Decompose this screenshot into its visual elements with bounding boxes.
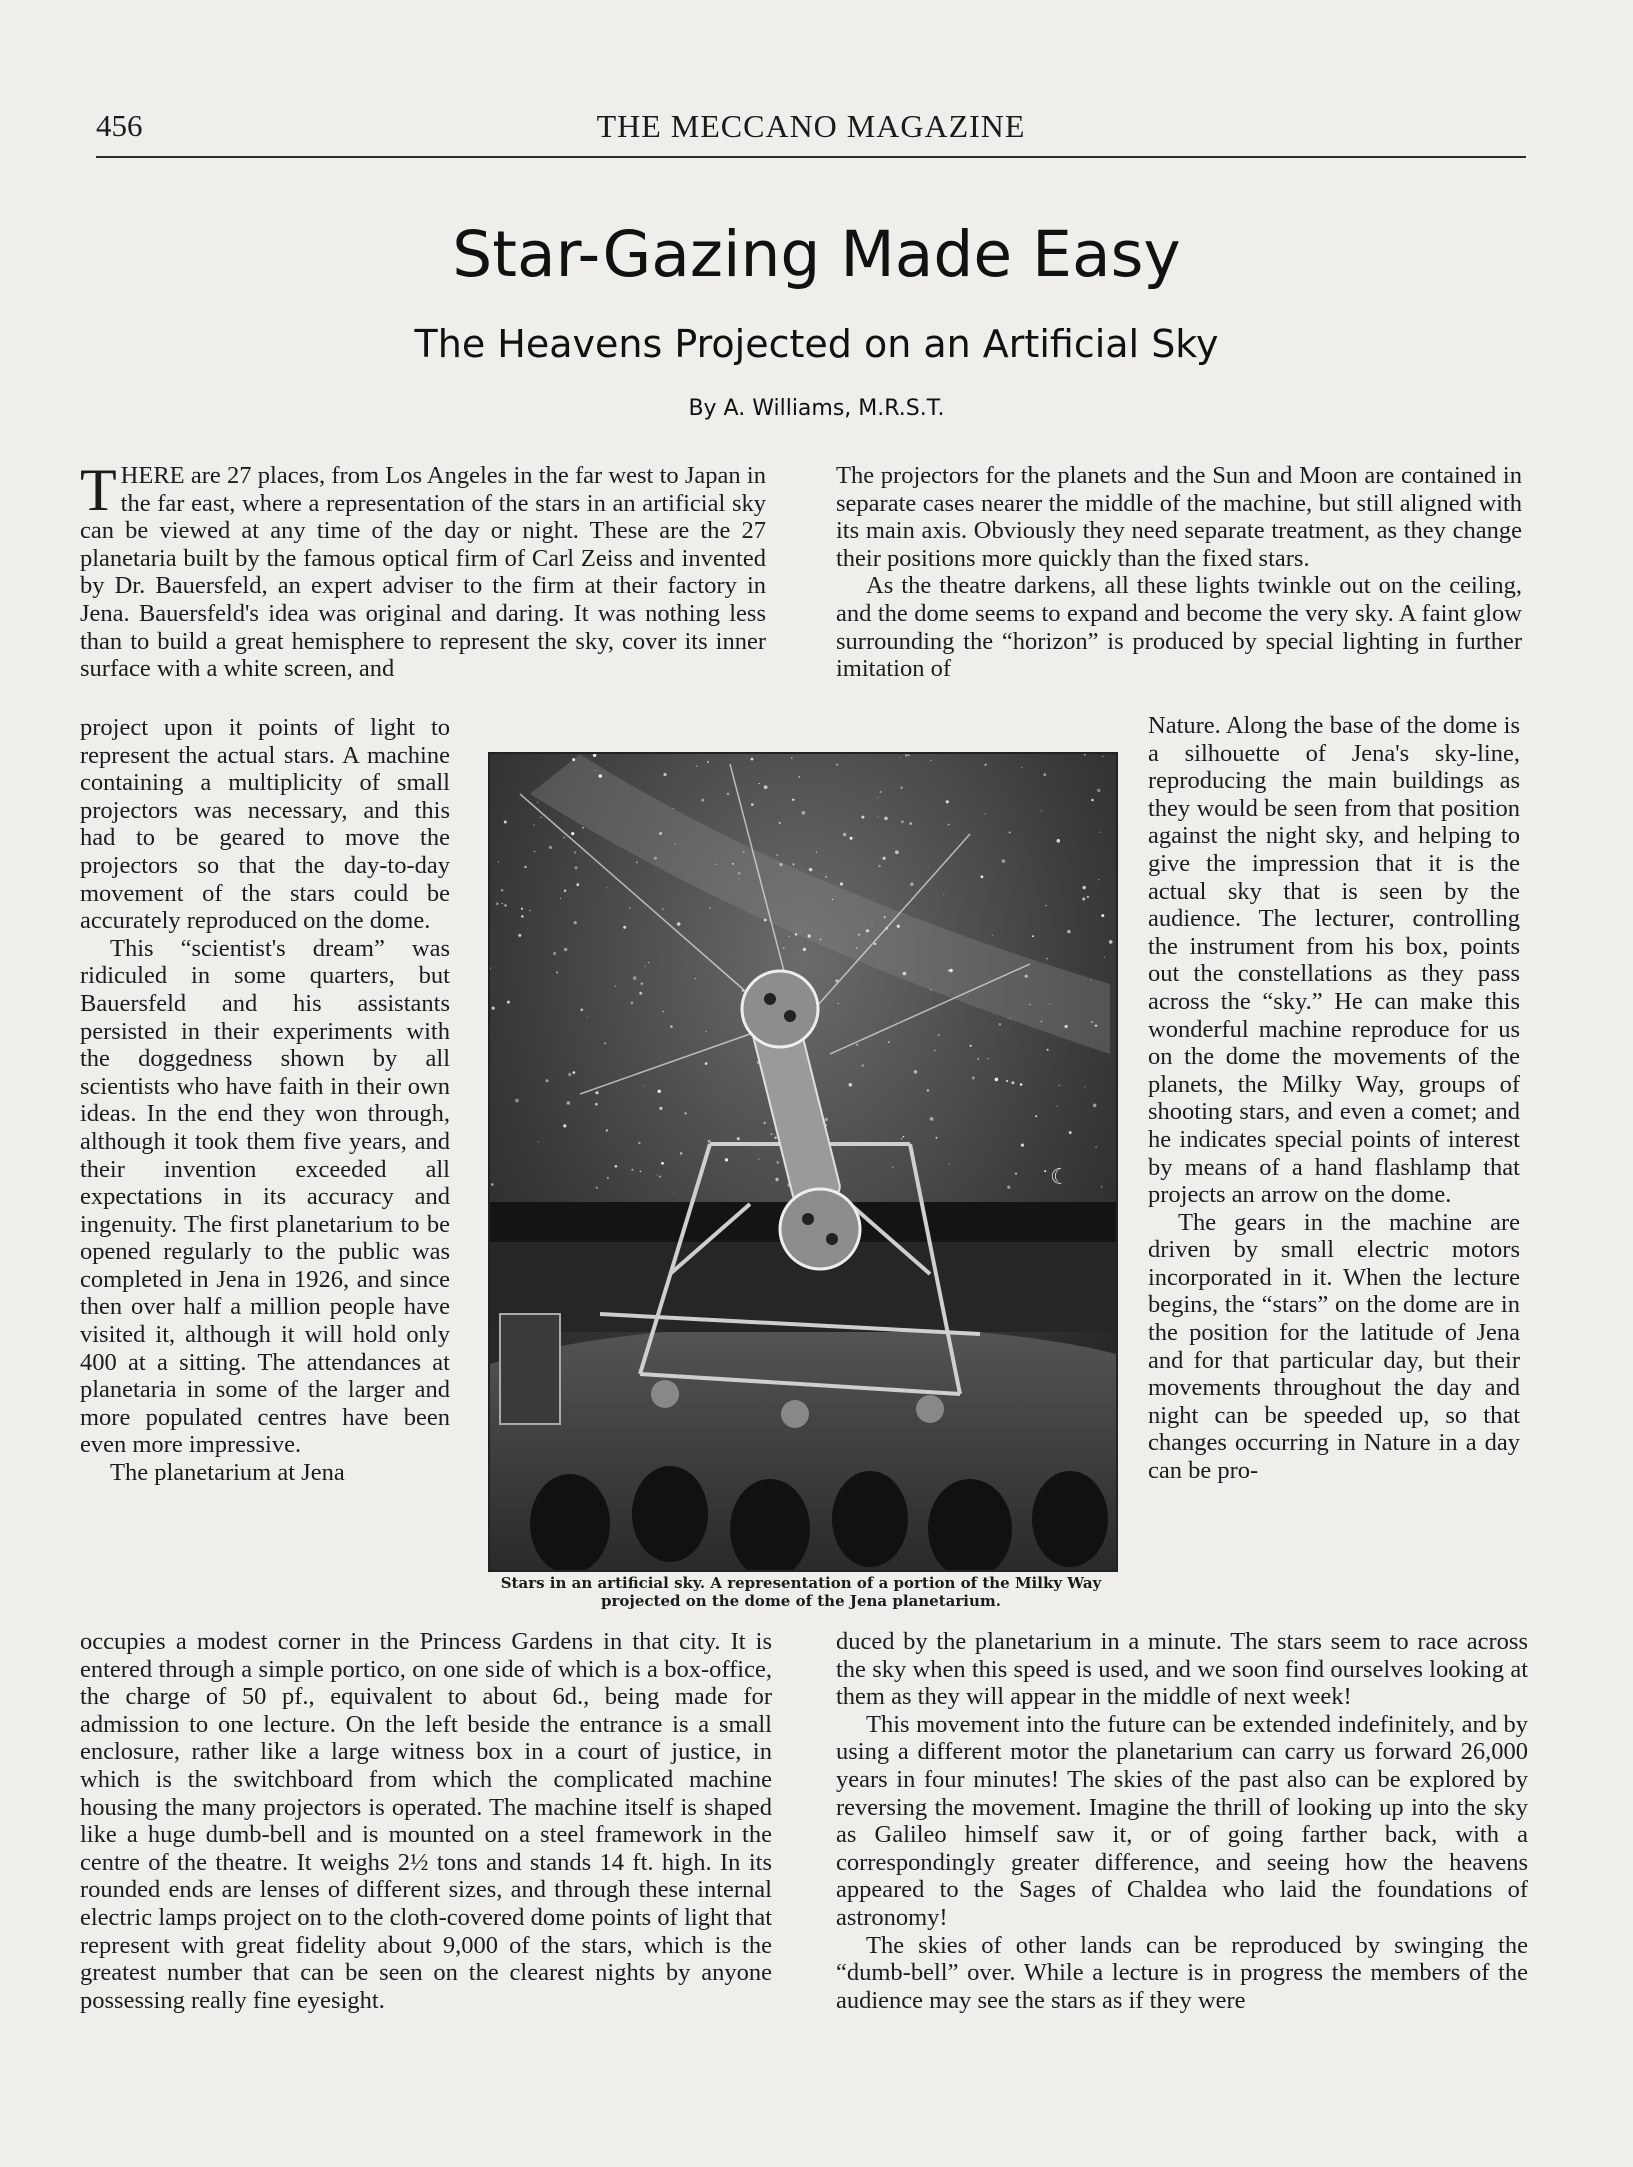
- article-subtitle: The Heavens Projected on an Artificial Sky: [414, 322, 1219, 366]
- figure-caption: Stars in an artificial sky. A representation of a portion of the Milky Way projected on the dome of the Jena planetarium.: [500, 1574, 1102, 1610]
- paragraph: project upon it points of light to represent the actual stars. A machine containing a multiplicity of small projectors was necessary, and this had to be geared to move the projectors so that the day-to-day movement of the stars could be accurately reproduced on the dome.: [80, 714, 450, 935]
- drop-cap: T: [80, 457, 117, 523]
- left-column-bottom: [80, 1628, 772, 2078]
- left-column-top: [80, 457, 766, 714]
- paragraph: This movement into the future can be extended indefinitely, and by using a different motor the planetarium can carry us forward 26,000 years in four minutes! The skies of the past also can be explored by reversing the movement. Imagine the thrill of looking up into the sky as Galileo himself saw it, or of going farther back, with a correspondingly greater difference, and seeing how the heavens appeared to the Sages of Chaldea who laid the foundations of astronomy!: [836, 1710, 1528, 1931]
- article-title: Star-Gazing Made Easy: [452, 218, 1181, 291]
- right-column-top: [836, 462, 1522, 712]
- page-number: 456: [96, 108, 143, 143]
- paragraph: This “scientist's dream” was ridiculed in some quarters, but Bauersfeld and his assistants persisted in their experiments with the doggedness shown by all scientists who have faith in their own ideas. In the end they won through, although it took them five years, and their invention exceeded all expectations in its accuracy and ingenuity. The first planetarium to be opened regularly to the public was completed in Jena in 1926, and since then over half a million people have visited it, although it will hold only 400 at a sitting. The attendances at planetaria in some of the larger and more populated centres have been even more impressive.: [80, 934, 450, 1459]
- planetarium-illustration: [488, 752, 1118, 1572]
- paragraph: duced by the planetarium in a minute. The stars seem to race across the sky when this speed is used, and we soon find ourselves looking at them as they will appear in the middle of next week!: [836, 1628, 1528, 1711]
- paragraph: The projectors for the planets and the Sun and Moon are contained in separate cases nearer the middle of the machine, but still aligned with its main axis. Obviously they need separate treatment, as they change their positions more quickly than the fixed stars.: [836, 462, 1522, 572]
- right-column-bottom: [836, 1628, 1528, 2078]
- page-header: [96, 108, 1526, 158]
- paragraph: The skies of other lands can be reproduced by swinging the “dumb-bell” over. While a lecture is in progress the members of the audience may see the stars as if they were: [836, 1931, 1528, 2014]
- paragraph: The gears in the machine are driven by small electric motors incorporated in it. When the lecture begins, the “stars” on the dome are in the position for the latitude of Jena and for that particular day, but their movements throughout the day and night can be speeded up, so that changes occurring in Nature in a day can be pro-: [1148, 1208, 1520, 1485]
- planetarium-drawing: [490, 754, 1116, 1570]
- paragraph: Nature. Along the base of the dome is a silhouette of Jena's sky-line, reproducing the main buildings as they would be seen from that position against the night sky, and helping to give the impression that it is the actual sky that is seen by the audience. The lecturer, controlling the instrument from his box, points out the constellations as they pass across the “sky.” He can make this wonderful machine reproduce for us on the dome the movements of the planets, the Milky Way, groups of shooting stars, and even a comet; and he indicates special points of interest by means of a hand flashlamp that projects an arrow on the dome.: [1148, 712, 1520, 1209]
- paragraph: THERE are 27 places, from Los Angeles in the far west to Japan in the far east, where a representation of the stars in an artificial sky can be viewed at any time of the day or night. These are the 27 planetaria built by the famous optical firm of Carl Zeiss and invented by Dr. Bauersfeld, an expert adviser to the firm at their factory in Jena. Bauersfeld's idea was original and daring. It was nothing less than to build a great hemisphere to represent the sky, cover its inner surface with a white screen, and: [80, 457, 766, 683]
- article-byline: By A. Williams, M.R.S.T.: [688, 396, 945, 421]
- paragraph: occupies a modest corner in the Princess Gardens in that city. It is entered through a simple portico, on one side of which is a box-office, the charge of 50 pf., equivalent to about 6d., being made for admission to one lecture. On the left beside the entrance is a small enclosure, rather like a large witness box in a court of justice, in which is the switchboard from which the complicated machine housing the many projectors is operated. The machine itself is shaped like a huge dumb-bell and is mounted on a steel framework in the centre of the theatre. It weighs 2½ tons and stands 14 ft. high. In its rounded ends are lenses of different sizes, and through these internal electric lamps project on to the cloth-covered dome points of light that represent with great fidelity about 9,000 of the stars, which is the greatest number that can be seen on the clearest nights by anyone possessing really fine eyesight.: [80, 1628, 772, 2014]
- crescent-moon-icon: ☾: [1050, 1165, 1070, 1190]
- right-column-narrow: [1148, 712, 1520, 1634]
- paragraph: As the theatre darkens, all these lights twinkle out on the ceiling, and the dome seems to expand and become the very sky. A faint glow surrounding the “horizon” is produced by special lighting in further imitation of: [836, 572, 1522, 683]
- lecturer-box: [500, 1314, 560, 1424]
- paragraph: The planetarium at Jena: [110, 1459, 345, 1487]
- left-column-narrow: [80, 714, 450, 1602]
- magazine-title: THE MECCANO MAGAZINE: [596, 108, 1026, 144]
